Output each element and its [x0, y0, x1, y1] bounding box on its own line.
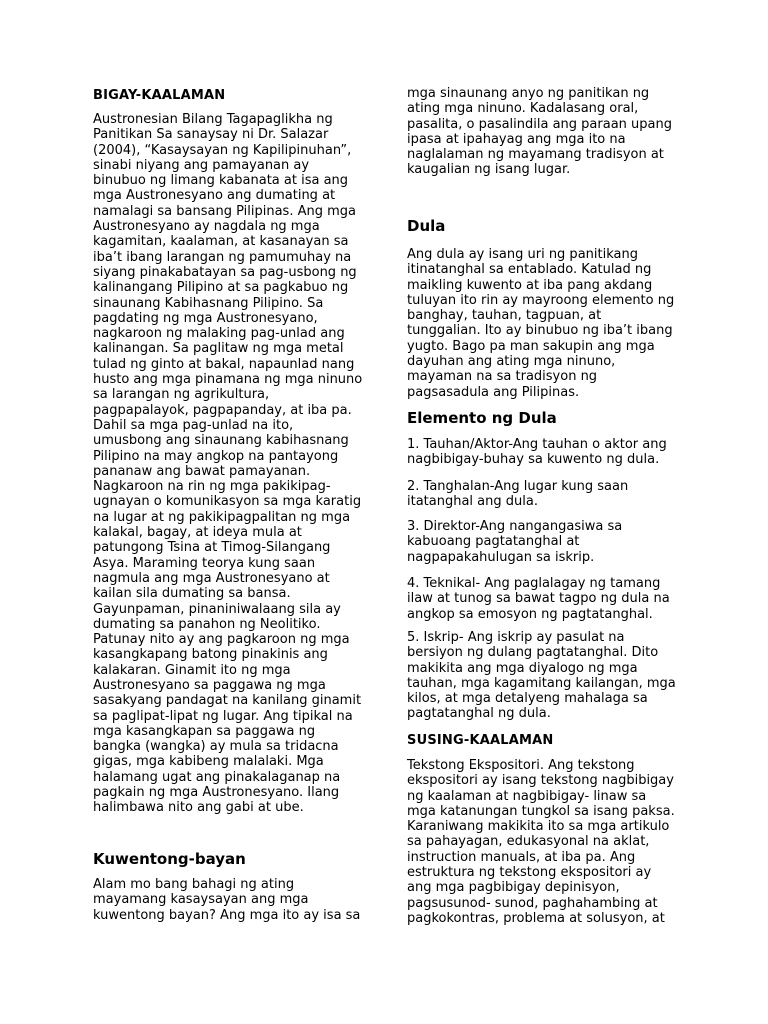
list-item-teknikal: 4. Teknikal- Ang paglalagay ng tamang ilaw at tunog sa bawat tagpo ng dula na angkop sa emosyon ng pagtatanghal. — [407, 576, 670, 622]
paragraph-tekstong-ekspositori: Tekstong Ekspositori. Ang tekstong ekspositori ay isang tekstong nagbibigay ng kaalaman at nagbibigay- linaw sa mga katanungan tungkol sa isang paksa. Karaniwang makikita ito sa mga artikulo sa pahayagan, edukasyonal na aklat, instruction manuals, at iba pa. Ang estruktura ng tekstong ekspositori ay ang mga pagbibigay depinisyon, pagsusunod- sunod, paghahambing at pagkokontras, problema at solusyon, at — [407, 758, 675, 926]
list-item-iskrip: 5. Iskrip- Ang iskrip ay pasulat na bersiyon ng dulang pagtatanghal. Dito makikita ang mga diyalogo ng mga tauhan, mga kagamitang kailangan, mga kilos, at mga detalyeng mahalaga sa pagtatanghal ng dula. — [407, 630, 676, 722]
list-item-tauhan: 1. Tauhan/Aktor-Ang tauhan o aktor ang nagbibigay-buhay sa kuwento ng dula. — [407, 437, 667, 468]
heading-elemento-ng-dula: Elemento ng Dula — [407, 409, 557, 427]
paragraph-dula: Ang dula ay isang uri ng panitikang itinatanghal sa entablado. Katulad ng maikling kuwento at iba pang akdang tuluyan ito rin ay mayroong elemento ng banghay, tauhan, tagpuan, at tunggalian. Ito ay binubuo ng iba’t ibang yugto. Bago pa man sakupin ang mga dayuhan ang ating mga ninuno, mayaman na sa tradisyon ng pagsasadula ang Pilipinas. — [407, 247, 675, 400]
paragraph-austronesian: Austronesian Bilang Tagapaglikha ng Panitikan Sa sanaysay ni Dr. Salazar (2004), “Kasaysayan ng Kapilipinuhan”, sinabi niyang ang pamayanan ay binubuo ng limang kabanata at isa ang mga Austronesyano ang dumating at namalagi sa bansang Pilipinas. Ang mga Austronesyano ay nagdala ng mga kagamitan, kaalaman, at kasanayan sa iba’t ibang larangan ng pamumuhay na siyang pinakabatayan sa pag-usbong ng kalinangang Pilipino at sa pagkabuo ng sinaunang Kabihasnang Pilipino. Sa pagdating ng mga Austronesyano, nagkaroon ng malaking pag-unlad ang kalinangan. Sa paglitaw ng mga metal tulad ng ginto at bakal, napaunlad nang husto ang mga pinamana ng mga ninuno sa larangan ng agrikultura, pagpapalayok, pagpapanday, at iba pa. Dahil sa mga pag-unlad na ito, umusbong ang sinaunang kabihasnang Pilipino na may angkop na pantayong pananaw ang bawat pamayanan. Nagkaroon na rin ng mga pakikipag- ugnayan o komunikasyon sa mga karatig na lugar at ng pakikipagpalitan ng mga kalakal, bagay, at ideya mula at patungong Tsina at Timog-Silangang Asya. Maraming teorya kung saan nagmula ang mga Austronesyano at kailan sila dumating sa bansa. Gayunpaman, pinaniniwalaang sila ay dumating sa panahon ng Neolitiko. Patunay nito ay ang pagkaroon ng mga kasangkapang batong pinakinis ang kalakaran. Ginamit ito ng mga Austronesyano sa paggawa ng mga sasakyang pandagat na kanilang ginamit sa paglipat-lipat ng lugar. Ang tipikal na mga kasangkapan sa paggawa ng bangka (wangka) ay mula sa tridacna gigas, mga kabibeng malalaki. Mga halamang ugat ang pinakalaganap na pagkain ng mga Austronesyano. Ilang halimbawa nito ang gabi at ube. — [93, 112, 363, 816]
list-item-direktor: 3. Direktor-Ang nangangasiwa sa kabuoang pagtatanghal at nagpapakahulugan sa iskrip. — [407, 519, 623, 565]
heading-bigay-kaalaman: BIGAY-KAALAMAN — [93, 88, 226, 103]
paragraph-kuwentong-bayan-continued: mga sinaunang anyo ng panitikan ng ating mga ninuno. Kadalasang oral, pasalita, o pasalindila ang paraan upang ipasa at ipahayag ang mga ito na naglalaman ng mayamang tradisyon at kaugalian ng isang lugar. — [407, 86, 672, 178]
paragraph-kuwentong-bayan: Alam mo bang bahagi ng ating mayamang kasaysayan ang mga kuwentong bayan? Ang mga ito ay isa sa — [93, 877, 361, 923]
heading-kuwentong-bayan: Kuwentong-bayan — [93, 850, 246, 868]
list-item-tanghalan: 2. Tanghalan-Ang lugar kung saan itatanghal ang dula. — [407, 479, 629, 510]
heading-susing-kaalaman: SUSING-KAALAMAN — [407, 733, 554, 748]
heading-dula: Dula — [407, 217, 446, 235]
